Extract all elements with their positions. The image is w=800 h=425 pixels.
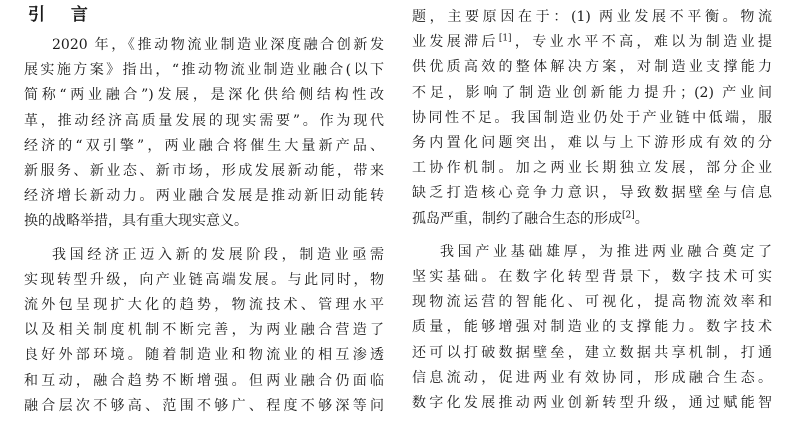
left-column-text-line: 我国经济正迈入新的发展阶段，制造业亟需	[52, 246, 384, 263]
left-column-text-line: 融合层次不够高、范围不够广、程度不够深等问	[24, 397, 384, 414]
right-column-text-line: 现物流运营的智能化、可视化，提高物流效率和	[412, 294, 772, 311]
left-column-text-line: 简称“两业融合”)发展，是深化供给侧结构性改	[24, 87, 384, 104]
right-column-text-line: 坚实基础。在数字化转型背景下，数字技术可实	[412, 269, 772, 285]
citation-marker[interactable]: [1]	[498, 33, 512, 44]
left-column-text-line: 新服务、新业态、新市场，形成发展新动能，带来	[24, 163, 384, 179]
left-column-text-line: 以及相关制度机制不断完善，为两业融合营造了	[24, 322, 384, 339]
right-column-text-line: 质量，能够增强对制造业的支撑能力。数字技术	[412, 319, 772, 336]
left-column-text-line: 良好外部环境。随着制造业和物流业的相互渗透	[24, 347, 384, 364]
left-column-text-line: 流外包呈现扩大化的趋势，物流技术、管理水平	[24, 297, 384, 313]
left-column-text-line: 经济增长新动力。两业融合发展是推动新旧动能转	[24, 188, 384, 205]
right-column-text-line: 孤岛严重，制约了融合生态的形成[2]。	[412, 209, 649, 227]
right-column-text-line: 务内置化问题突出，难以与上下游形成有效的分	[412, 135, 772, 151]
right-column-text-line: 数字化发展推动两业创新转型升级，通过赋能智	[412, 395, 772, 411]
section-heading: 引 言	[28, 5, 98, 25]
left-column-text-line: 经济的“双引擎”，两业融合将催生大量新产品、	[24, 137, 384, 154]
left-column-text-line: 换的战略举措，具有重大现实意义。	[24, 213, 248, 230]
right-column-text-line: 协同性不足。我国制造业仍处于产业链中低端，服	[412, 109, 772, 126]
left-column-text-line: 实现转型升级，向产业链高端发展。与此同时，物	[24, 271, 384, 288]
left-column-text-line: 革，推动经济高质量发展的现实需要”。作为现代	[24, 112, 384, 129]
right-column-text-line: 不足，影响了制造业创新能力提升；(2) 产业间	[412, 84, 772, 101]
right-column-text-line: 缺乏打造核心竞争力意识，导致数据壁垒与信息	[412, 185, 772, 202]
right-column-text-line: 还可以打破数据壁垒，建立数据共享机制，打通	[412, 344, 772, 361]
right-column-text-line: 工协作机制。加之两业长期独立发展，部分企业	[412, 160, 772, 177]
left-column-text-line: 2020 年，《推动物流业制造业深度融合创新发	[52, 37, 384, 53]
citation-marker[interactable]: [2]	[622, 209, 635, 220]
right-column-text-line: 信息流动，促进两业有效协同，形成融合生态。	[412, 369, 772, 386]
left-column-text-line: 和互动，融合趋势不断增强。但两业融合仍面临	[24, 372, 384, 389]
right-column-text-line: 业发展滞后[1]，专业水平不高，难以为制造业提	[412, 33, 772, 51]
right-column-text-line: 题，主要原因在于：(1) 两业发展不平衡。物流	[412, 9, 772, 25]
right-column-text-line: 我国产业基础雄厚，为推进两业融合奠定了	[440, 243, 772, 260]
left-column-text-line: 展实施方案》指出，“推动物流业制造业融合(以下	[24, 62, 384, 79]
right-column-text-line: 供优质高效的整体解决方案，对制造业支撑能力	[412, 59, 772, 76]
